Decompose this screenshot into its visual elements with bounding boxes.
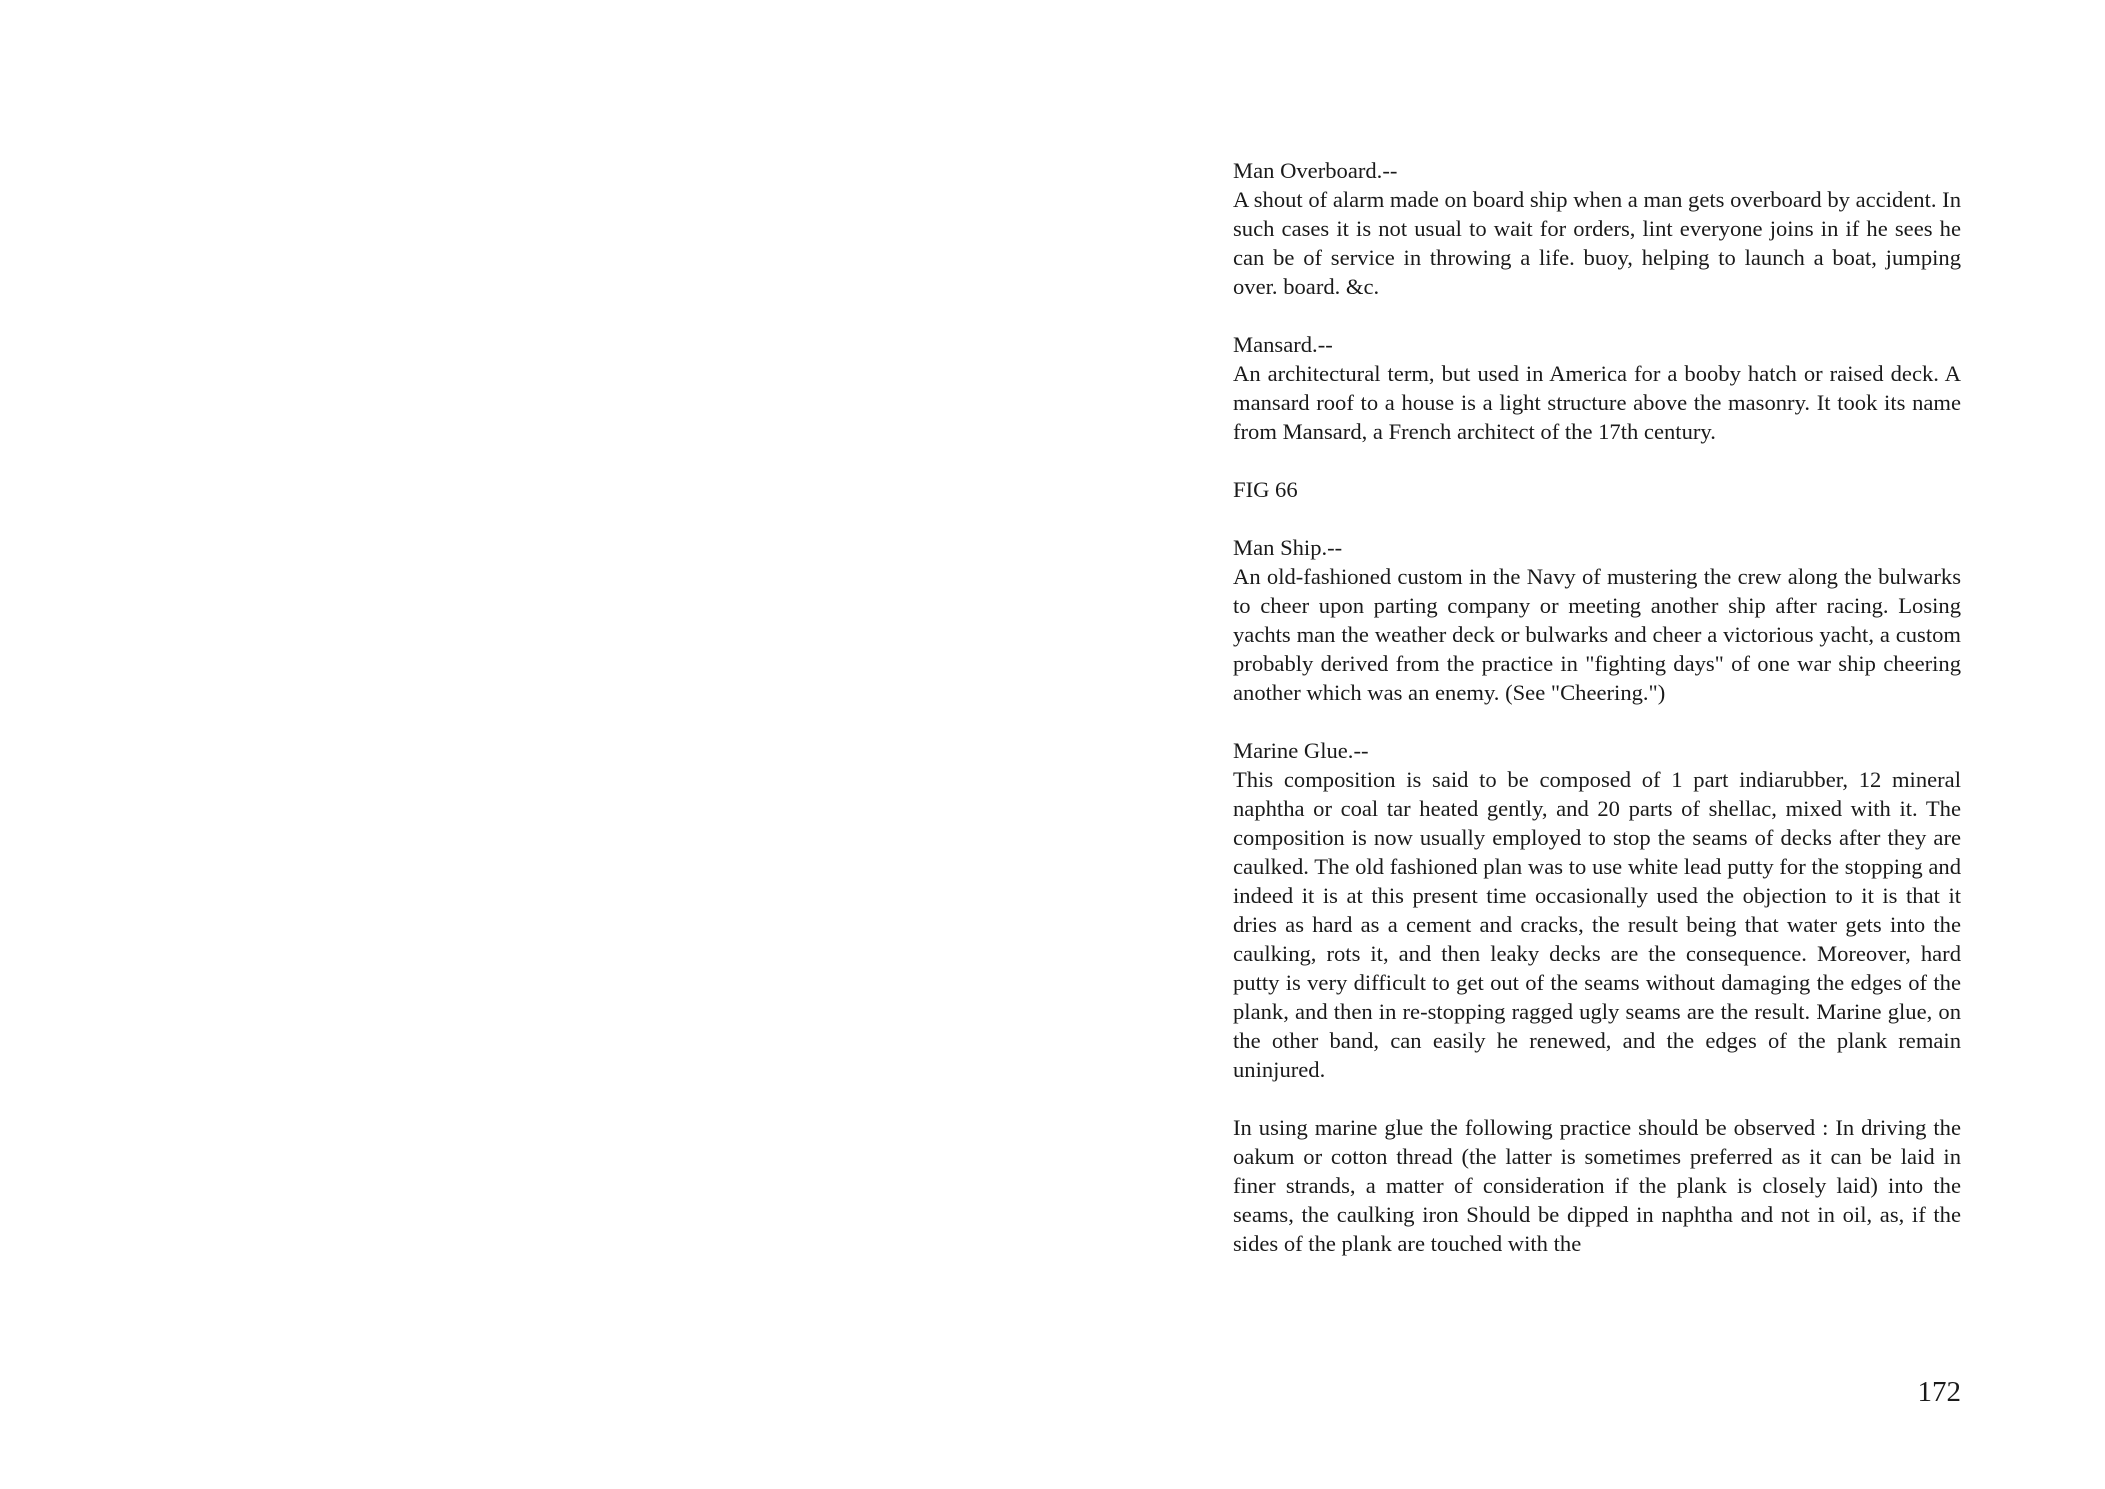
entry-mansard xyxy=(1233,330,1961,446)
entry-title: Mansard.-- xyxy=(1233,332,1333,357)
text-column xyxy=(1233,156,1961,1287)
entry-man-ship xyxy=(1233,533,1961,707)
entry-title: Man Ship.-- xyxy=(1233,535,1343,560)
entry-body: An old-fashioned custom in the Navy of mustering the crew along the bulwarks to cheer upon parting company or meeting another ship after racing. Losing yachts man the weather deck or bulwarks and cheer a victorious yacht, a custom probably derived from the practice in "fighting days" of one war ship cheering another which was an enemy. (See "Cheering.") xyxy=(1233,564,1961,705)
entry-marine-glue-continued xyxy=(1233,1113,1961,1258)
entry-body: In using marine glue the following practice should be observed : In driving the oakum or cotton thread (the latter is sometimes preferred as it can be laid in finer strands, a matter of consideration if the plank is closely laid) into the seams, the caulking iron Should be dipped in naphtha and not in oil, as, if the sides of the plank are touched with the xyxy=(1233,1115,1961,1256)
figure-label: FIG 66 xyxy=(1233,477,1298,502)
entry-marine-glue xyxy=(1233,736,1961,1084)
page-number: 172 xyxy=(1917,1376,1961,1408)
entry-title: Man Overboard.-- xyxy=(1233,158,1398,183)
blank-left-page xyxy=(0,0,1052,1489)
entry-body: This composition is said to be composed of 1 part indiarubber, 12 mineral naphtha or coal tar heated gently, and 20 parts of shellac, mixed with it. The composition is now usually employed to stop the seams of decks after they are caulked. The old fashioned plan was to use white lead putty for the stopping and indeed it is at this present time occasionally used the objection to it is that it dries as hard as a cement and cracks, the result being that water gets into the caulking, rots it, and then leaky decks are the consequence. Moreover, hard putty is very difficult to get out of the seams without damaging the edges of the plank, and then in re-stopping ragged ugly seams are the result. Marine glue, on the other band, can easily he renewed, and the edges of the plank remain uninjured. xyxy=(1233,767,1961,1082)
entry-body: A shout of alarm made on board ship when a man gets overboard by accident. In such cases it is not usual to wait for orders, lint everyone joins in if he sees he can be of service in throwing a life. buoy, helping to launch a boat, jumping over. board. &c. xyxy=(1233,187,1961,299)
entry-man-overboard xyxy=(1233,156,1961,301)
entry-title: Marine Glue.-- xyxy=(1233,738,1369,763)
entry-body: An architectural term, but used in America for a booby hatch or raised deck. A mansard roof to a house is a light structure above the masonry. It took its name from Mansard, a French architect of the 17th century. xyxy=(1233,361,1961,444)
